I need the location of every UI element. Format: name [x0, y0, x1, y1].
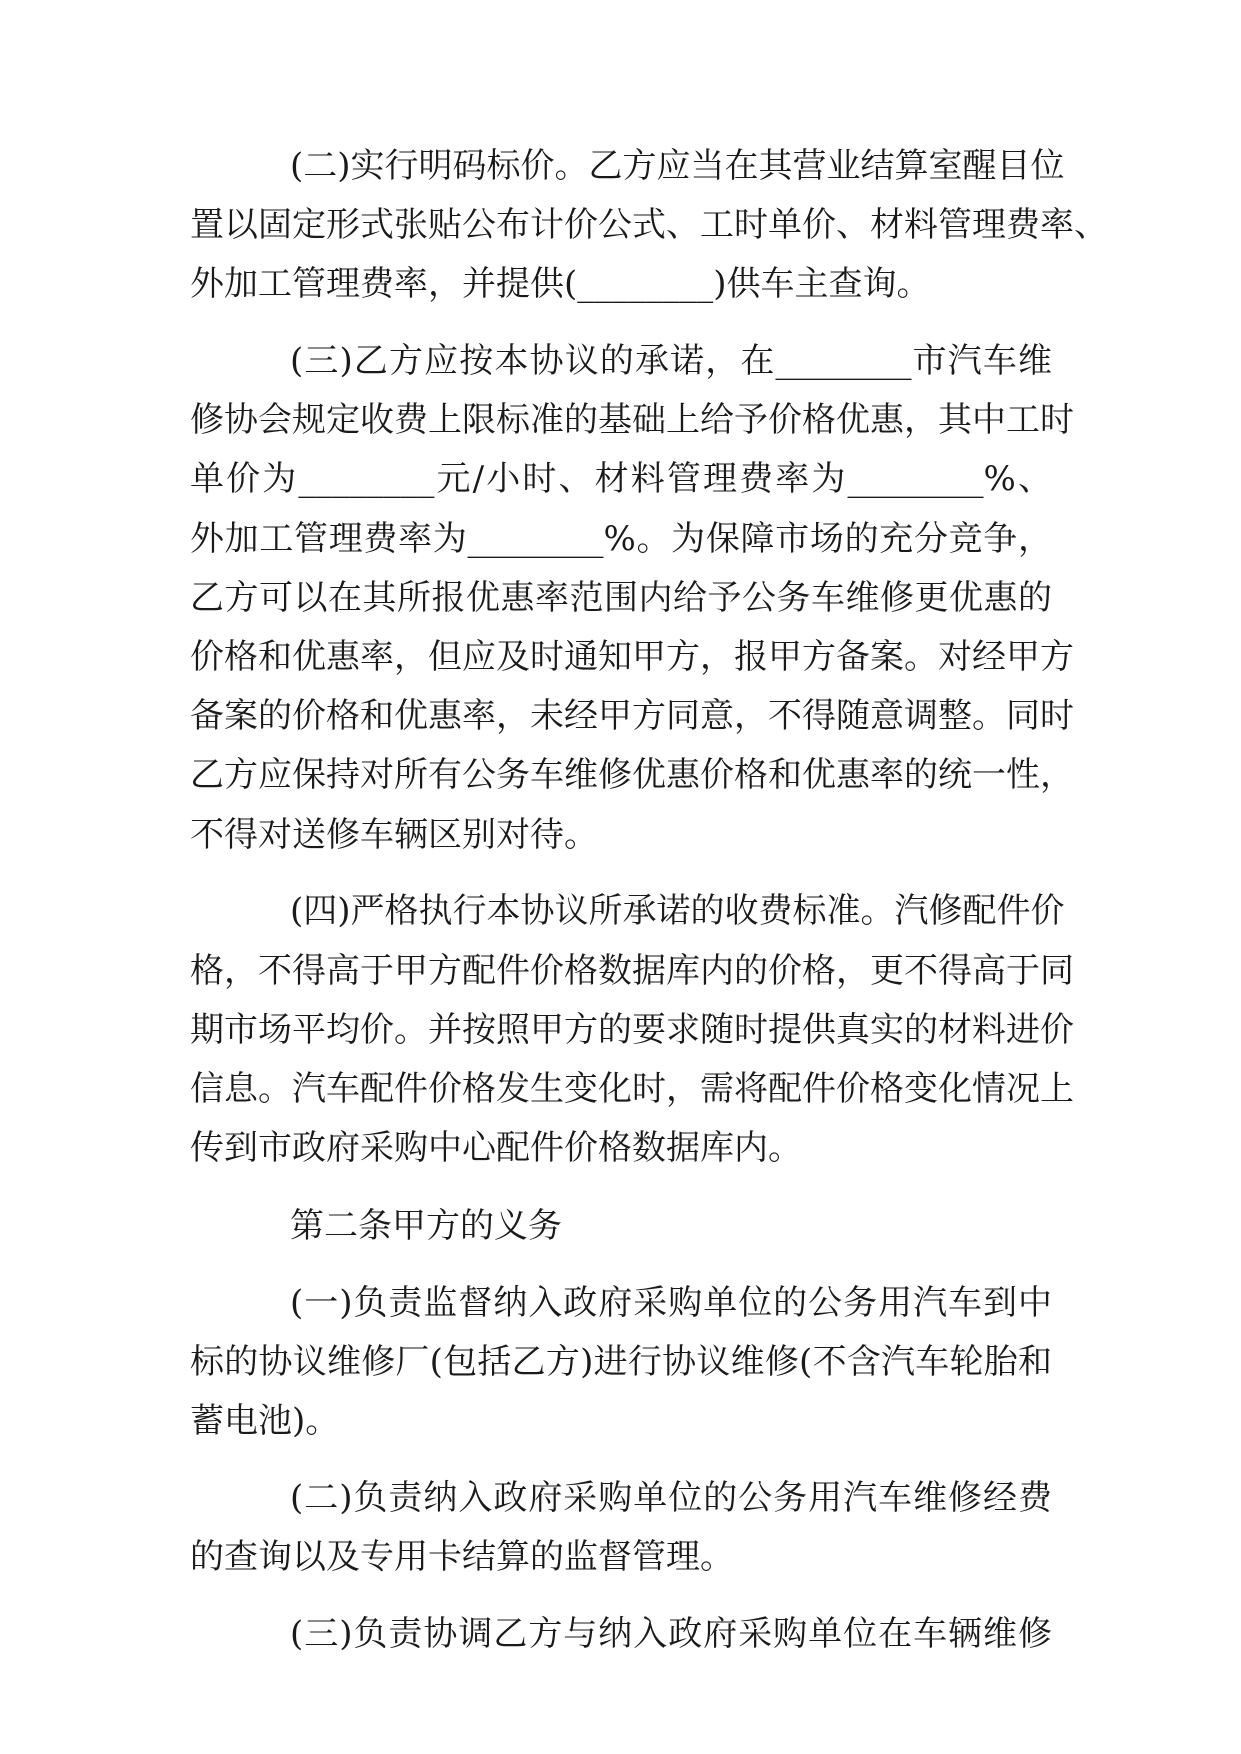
- paragraph-line: (二)实行明码标价。乙方应当在其营业结算室醒目位: [290, 146, 1065, 186]
- paragraph-line: (二)负责纳入政府采购单位的公务用汽车维修经费: [290, 1478, 1052, 1518]
- paragraph-line: 的查询以及专用卡结算的监督管理。: [190, 1537, 734, 1577]
- paragraph-line: 乙方可以在其所报优惠率范围内给予公务车维修更优惠的: [190, 578, 1052, 618]
- paragraph-line: 乙方应保持对所有公务车维修优惠价格和优惠率的统一性，: [190, 755, 1074, 795]
- paragraph-line: (三)乙方应按本协议的承诺，在________市汽车维: [290, 341, 1052, 381]
- paragraph-line: (四)严格执行本协议所承诺的收费标准。汽修配件价: [290, 891, 1065, 931]
- paragraph-line: 标的协议维修厂(包括乙方)进行协议维修(不含汽车轮胎和: [190, 1342, 1052, 1382]
- paragraph-line: 修协会规定收费上限标准的基础上给予价格优惠，其中工时: [190, 400, 1074, 440]
- paragraph-line: 期市场平均价。并按照甲方的要求随时提供真实的材料进价: [190, 1010, 1074, 1050]
- paragraph-line: 外加工管理费率为________%。为保障市场的充分竞争，: [190, 519, 1052, 559]
- paragraph-line: 格，不得高于甲方配件价格数据库内的价格，更不得高于同: [190, 951, 1074, 991]
- paragraph-line: (三)负责协调乙方与纳入政府采购单位在车辆维修: [290, 1614, 1052, 1654]
- paragraph-line: 不得对送修车辆区别对待。: [190, 815, 598, 855]
- paragraph-line: (一)负责监督纳入政府采购单位的公务用汽车到中: [290, 1283, 1052, 1323]
- paragraph-line: 备案的价格和优惠率，未经甲方同意，不得随意调整。同时: [190, 696, 1074, 736]
- paragraph-line: 传到市政府采购中心配件价格数据库内。: [190, 1128, 802, 1168]
- paragraph-line: 信息。汽车配件价格发生变化时，需将配件价格变化情况上: [190, 1069, 1074, 1109]
- section-heading: 第二条甲方的义务: [290, 1206, 562, 1246]
- paragraph-line: 蓄电池)。: [190, 1401, 340, 1441]
- paragraph-line: 置以固定形式张贴公布计价公式、工时单价、材料管理费率、: [190, 205, 1108, 245]
- paragraph-line: 价格和优惠率，但应及时通知甲方，报甲方备案。对经甲方: [190, 637, 1074, 677]
- paragraph-line: 单价为________元/小时、材料管理费率为________%、: [190, 459, 1052, 499]
- paragraph-line: 外加工管理费率，并提供(________)供车主查询。: [190, 264, 931, 304]
